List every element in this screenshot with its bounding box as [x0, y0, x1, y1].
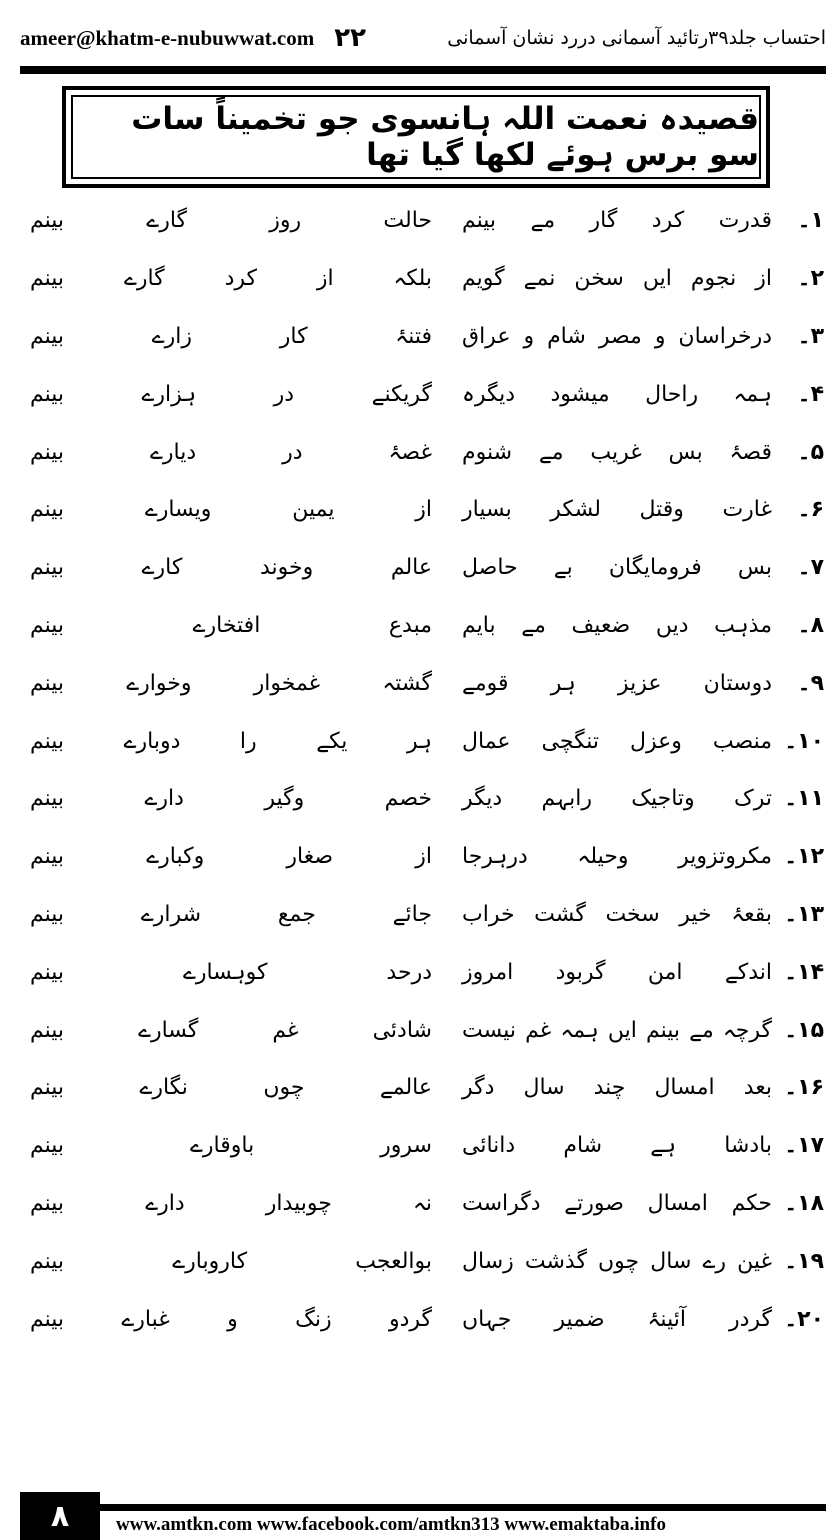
verse-second-hemistich: گشتہ غمخوار وخوارے بینم [30, 670, 432, 696]
verse-first-hemistich: دوستان عزیز ہر قومے [462, 670, 772, 696]
verse-first-hemistich: درخراسان و مصر شام و عراق [462, 323, 772, 349]
page-footer [20, 1492, 826, 1540]
verse-first-hemistich: ترک وتاجیک رابہم دیگر [462, 786, 772, 812]
verse-second-hemistich: خصم وگیر دارے بینم [30, 786, 432, 812]
verse-first-hemistich: غین رے سال چوں گذشت زسال [462, 1248, 772, 1274]
verse-row [30, 365, 824, 423]
verse-row [30, 1001, 824, 1059]
verse-first-hemistich: بعد امسال چند سال دگر [462, 1075, 772, 1101]
verse-list [30, 192, 824, 1348]
verse-first-hemistich: گرچہ مے بینم ایں ہمہ غم نیست [462, 1017, 772, 1043]
page-header [20, 14, 826, 62]
verse-number: ۱۴۔ [784, 959, 824, 985]
footer-page-number: ۸ [20, 1492, 100, 1540]
verse-number: ۱۵۔ [784, 1017, 824, 1043]
verse-second-hemistich: از صغار وکبارے بینم [30, 844, 432, 870]
verse-number: ۱۹۔ [784, 1248, 824, 1274]
verse-row [30, 654, 824, 712]
verse-second-hemistich: عالم وخوند کارے بینم [30, 555, 432, 581]
verse-first-hemistich: اندکے امن گربود امروز [462, 959, 772, 985]
verse-second-hemistich: عالمے چوں نگارے بینم [30, 1075, 432, 1101]
verse-first-hemistich: بقعۂ خیر سخت گشت خراب [462, 901, 772, 927]
verse-first-hemistich: قصۂ بس غریب مے شنوم [462, 439, 772, 465]
verse-second-hemistich: بلکہ از کرد گارے بینم [30, 266, 432, 292]
verse-row [30, 1059, 824, 1117]
verse-first-hemistich: مکروتزویر وحیلہ درہرجا [462, 844, 772, 870]
footer-rule [100, 1504, 826, 1511]
verse-row [30, 943, 824, 1001]
verse-row [30, 539, 824, 597]
verse-number: ۲۰۔ [784, 1306, 824, 1332]
header-rule [20, 66, 826, 74]
verse-number: ۴۔ [797, 381, 824, 407]
verse-first-hemistich: غارت وقتل لشکر بسیار [462, 497, 772, 523]
verse-second-hemistich: مبدع افتخارے بینم [30, 612, 432, 638]
verse-number: ۹۔ [797, 670, 824, 696]
verse-second-hemistich: از یمین ویسارے بینم [30, 497, 432, 523]
verse-second-hemistich: درحد کوہسارے بینم [30, 959, 432, 985]
verse-second-hemistich: گردو زنگ و غبارے بینم [30, 1306, 432, 1332]
verse-row [30, 1232, 824, 1290]
verse-row [30, 1290, 824, 1348]
verse-second-hemistich: حالت روز گارے بینم [30, 208, 432, 234]
verse-second-hemistich: فتنۂ کار زارے بینم [30, 323, 432, 349]
verse-second-hemistich: بوالعجب کاروبارے بینم [30, 1248, 432, 1274]
verse-second-hemistich: غصۂ در دیارے بینم [30, 439, 432, 465]
header-page-number: ۲۲ [334, 23, 366, 53]
verse-first-hemistich: از نجوم ایں سخن نمے گویم [462, 266, 772, 292]
verse-row [30, 886, 824, 944]
verse-number: ۱۶۔ [784, 1075, 824, 1101]
verse-row [30, 481, 824, 539]
header-book-title: احتساب جلد۳۹رتائید آسمانی دررد نشان آسمانی [447, 27, 826, 49]
poem-title: قصیدہ نعمت اللہ ہانسوی جو تخمیناً سات سو برس ہوئے لکھا گیا تھا [71, 95, 761, 179]
verse-number: ۱۸۔ [784, 1190, 824, 1216]
verse-second-hemistich: نہ چوبیدار دارے بینم [30, 1190, 432, 1216]
verse-number: ۱۳۔ [784, 901, 824, 927]
verse-first-hemistich: بس فرومایگان بے حاصل [462, 555, 772, 581]
verse-number: ۱۷۔ [784, 1133, 824, 1159]
verse-number: ۳۔ [797, 323, 824, 349]
header-left-group [20, 23, 366, 53]
verse-number: ۱۲۔ [784, 844, 824, 870]
title-frame [62, 86, 770, 188]
verse-row [30, 192, 824, 250]
verse-row [30, 250, 824, 308]
verse-number: ۵۔ [797, 439, 824, 465]
verse-number: ۲۔ [797, 266, 824, 292]
verse-first-hemistich: حکم امسال صورتے دگراست [462, 1190, 772, 1216]
verse-second-hemistich: ہر یکے را دوبارے بینم [30, 728, 432, 754]
verse-number: ۶۔ [797, 497, 824, 523]
verse-number: ۱۱۔ [784, 786, 824, 812]
footer-urls: www.amtkn.com www.facebook.com/amtkn313 www.emaktaba.info [116, 1514, 666, 1535]
verse-first-hemistich: بادشا ہے شام دانائی [462, 1133, 772, 1159]
verse-first-hemistich: قدرت کرد گار مے بینم [462, 208, 772, 234]
verse-second-hemistich: جائے جمع شرارے بینم [30, 901, 432, 927]
verse-number: ۸۔ [797, 612, 824, 638]
verse-row [30, 770, 824, 828]
footer-band [100, 1492, 826, 1540]
verse-first-hemistich: مذہب دیں ضعیف مے بایم [462, 612, 772, 638]
verse-first-hemistich: گردر آئینۂ ضمیر جہاں [462, 1306, 772, 1332]
verse-number: ۱۔ [797, 208, 824, 234]
verse-row [30, 423, 824, 481]
verse-first-hemistich: ہمہ راحال میشود دیگرہ [462, 381, 772, 407]
verse-row [30, 712, 824, 770]
verse-number: ۷۔ [797, 555, 824, 581]
verse-row [30, 828, 824, 886]
header-email: ameer@khatm-e-nubuwwat.com [20, 25, 315, 50]
verse-number: ۱۰۔ [784, 728, 824, 754]
verse-row [30, 1175, 824, 1233]
verse-row [30, 597, 824, 655]
verse-first-hemistich: منصب وعزل تنگچی عمال [462, 728, 772, 754]
verse-second-hemistich: شادئی غم گسارے بینم [30, 1017, 432, 1043]
verse-second-hemistich: سرور باوقارے بینم [30, 1133, 432, 1159]
verse-second-hemistich: گریکنے در ہزارے بینم [30, 381, 432, 407]
verse-row [30, 1117, 824, 1175]
verse-row [30, 308, 824, 366]
